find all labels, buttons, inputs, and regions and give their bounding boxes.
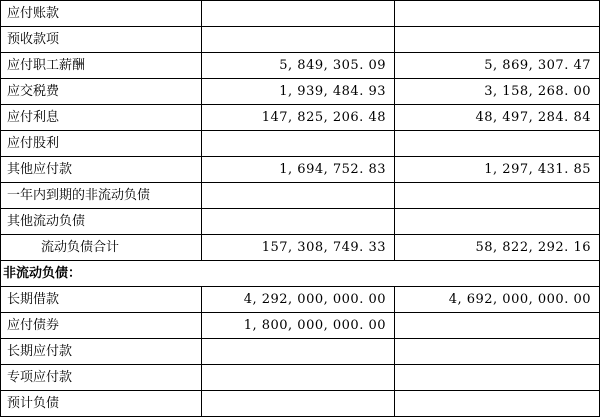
previous-value: [395, 365, 600, 391]
row-label: 应付债券: [1, 313, 202, 339]
previous-value: [395, 131, 600, 157]
table-row: [1, 1, 600, 27]
previous-value: 4, 692, 000, 000. 00: [395, 287, 600, 313]
previous-value: [395, 27, 600, 53]
row-label: 其他应付款: [1, 157, 202, 183]
row-label: 应付职工薪酬: [1, 53, 202, 79]
previous-value: [395, 1, 600, 27]
current-value: [202, 261, 395, 287]
previous-value: [395, 313, 600, 339]
previous-value: [395, 339, 600, 365]
table-row: [1, 339, 600, 365]
current-value: [202, 27, 395, 53]
table-row: [1, 391, 600, 417]
previous-value: 5, 869, 307. 47: [395, 53, 600, 79]
current-value: [202, 183, 395, 209]
previous-value: 3, 158, 268. 00: [395, 79, 600, 105]
subtotal-row: [1, 235, 600, 261]
row-label: 应付利息: [1, 105, 202, 131]
table-row: [1, 79, 600, 105]
current-value: 1, 939, 484. 93: [202, 79, 395, 105]
current-value: [202, 365, 395, 391]
row-label: 应付账款: [1, 1, 202, 27]
table-row: [1, 157, 600, 183]
current-value: 147, 825, 206. 48: [202, 105, 395, 131]
row-label: 预计负债: [1, 391, 202, 417]
previous-value: 1, 297, 431. 85: [395, 157, 600, 183]
section-header-row: [1, 261, 600, 287]
row-label: 应交税费: [1, 79, 202, 105]
row-label: 长期借款: [1, 287, 202, 313]
subtotal-label: 流动负债合计: [1, 235, 202, 261]
current-value: [202, 339, 395, 365]
row-label: 长期应付款: [1, 339, 202, 365]
table-row: [1, 53, 600, 79]
current-value: [202, 131, 395, 157]
row-label: 预收款项: [1, 27, 202, 53]
current-value: [202, 391, 395, 417]
row-label: 其他流动负债: [1, 209, 202, 235]
previous-value: 48, 497, 284. 84: [395, 105, 600, 131]
previous-value: [395, 183, 600, 209]
row-label: 应付股利: [1, 131, 202, 157]
table-row: [1, 183, 600, 209]
current-value: 5, 849, 305. 09: [202, 53, 395, 79]
current-value: 1, 800, 000, 000. 00: [202, 313, 395, 339]
section-header: 非流动负债：: [1, 261, 202, 287]
previous-value: [395, 391, 600, 417]
table-row: [1, 365, 600, 391]
table-row: [1, 27, 600, 53]
row-label: 一年内到期的非流动负债: [1, 183, 202, 209]
table-row: [1, 209, 600, 235]
previous-value: 58, 822, 292. 16: [395, 235, 600, 261]
previous-value: [395, 261, 600, 287]
current-value: 157, 308, 749. 33: [202, 235, 395, 261]
table-row: [1, 313, 600, 339]
row-label: 专项应付款: [1, 365, 202, 391]
current-value: 4, 292, 000, 000. 00: [202, 287, 395, 313]
current-value: [202, 1, 395, 27]
table-row: [1, 287, 600, 313]
table-row: [1, 105, 600, 131]
previous-value: [395, 209, 600, 235]
current-value: [202, 209, 395, 235]
current-value: 1, 694, 752. 83: [202, 157, 395, 183]
table-row: [1, 131, 600, 157]
